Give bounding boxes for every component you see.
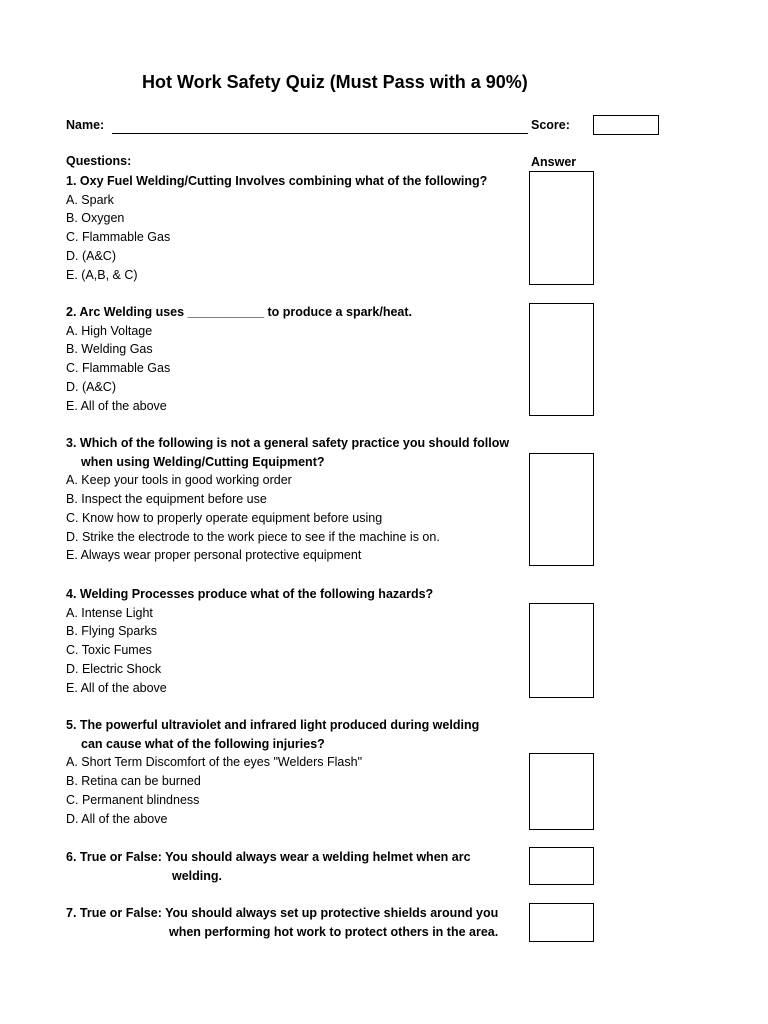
- question-1-option-b: B. Oxygen: [66, 211, 125, 226]
- question-5-option-c: C. Permanent blindness: [66, 792, 200, 807]
- answer-box-1[interactable]: [529, 171, 594, 285]
- quiz-title: Hot Work Safety Quiz (Must Pass with a 90%): [142, 72, 528, 92]
- question-4-option-b: B. Flying Sparks: [66, 624, 158, 639]
- question-4-option-a: A. Intense Light: [66, 605, 153, 620]
- answer-box-2[interactable]: [529, 303, 594, 416]
- question-2: [66, 303, 412, 415]
- question-7-text: 7. True or False: You should always set up protective shields around you: [66, 906, 499, 920]
- question-5-text-cont: can cause what of the following injuries?: [81, 736, 325, 751]
- question-6-text: 6. True or False: You should always wear a welding helmet when arc: [66, 850, 471, 864]
- answer-label: Answer: [531, 155, 577, 169]
- question-4-text: 4. Welding Processes produce what of the following hazards?: [66, 587, 434, 601]
- answer-box-5[interactable]: [529, 753, 594, 830]
- question-2-option-b: B. Welding Gas: [66, 342, 153, 357]
- answer-box-7[interactable]: [529, 903, 594, 942]
- question-7: [66, 904, 498, 941]
- question-5-option-d: D. All of the above: [66, 811, 168, 826]
- question-4-option-e: E. All of the above: [66, 680, 167, 695]
- question-1-option-a: A. Spark: [66, 192, 114, 207]
- question-2-text: 2. Arc Welding uses ___________ to produce a spark/heat.: [66, 305, 412, 319]
- question-3: [66, 434, 509, 565]
- question-2-option-c: C. Flammable Gas: [66, 361, 171, 376]
- answer-box-3[interactable]: [529, 453, 594, 566]
- question-1-option-e: E. (A,B, & C): [66, 267, 138, 282]
- question-3-option-d: D. Strike the electrode to the work piece to see if the machine is on.: [66, 529, 440, 544]
- question-5-option-b: B. Retina can be burned: [66, 774, 201, 789]
- question-4-option-c: C. Toxic Fumes: [66, 643, 152, 658]
- question-6: [66, 848, 471, 885]
- question-1-text: 1. Oxy Fuel Welding/Cutting Involves combining what of the following?: [66, 174, 488, 188]
- questions-label: Questions:: [66, 154, 132, 168]
- question-3-option-e: E. Always wear proper personal protective equipment: [66, 548, 362, 563]
- question-2-option-a: A. High Voltage: [66, 323, 153, 338]
- question-5-text: 5. The powerful ultraviolet and infrared light produced during welding: [66, 718, 480, 732]
- score-label: Score:: [531, 118, 570, 132]
- question-5: [66, 716, 479, 828]
- question-1: [66, 172, 487, 284]
- answer-box-4[interactable]: [529, 603, 594, 698]
- name-label: Name:: [66, 118, 105, 132]
- question-3-text-cont: when using Welding/Cutting Equipment?: [81, 454, 325, 469]
- question-6-text-cont: welding.: [172, 868, 222, 883]
- question-5-option-a: A. Short Term Discomfort of the eyes "Welders Flash": [66, 755, 363, 770]
- question-7-text-cont: when performing hot work to protect others in the area.: [169, 924, 499, 939]
- name-input-line[interactable]: [112, 133, 528, 134]
- question-1-option-c: C. Flammable Gas: [66, 230, 171, 245]
- answer-box-6[interactable]: [529, 847, 594, 885]
- question-4: [66, 585, 433, 697]
- question-2-option-e: E. All of the above: [66, 398, 167, 413]
- question-3-text: 3. Which of the following is not a general safety practice you should follow: [66, 436, 510, 450]
- question-3-option-c: C. Know how to properly operate equipment before using: [66, 510, 383, 525]
- question-1-option-d: D. (A&C): [66, 248, 116, 263]
- question-3-option-b: B. Inspect the equipment before use: [66, 492, 267, 507]
- question-4-option-d: D. Electric Shock: [66, 661, 162, 676]
- question-2-option-d: D. (A&C): [66, 379, 116, 394]
- question-3-option-a: A. Keep your tools in good working order: [66, 473, 292, 488]
- score-box[interactable]: [593, 115, 659, 135]
